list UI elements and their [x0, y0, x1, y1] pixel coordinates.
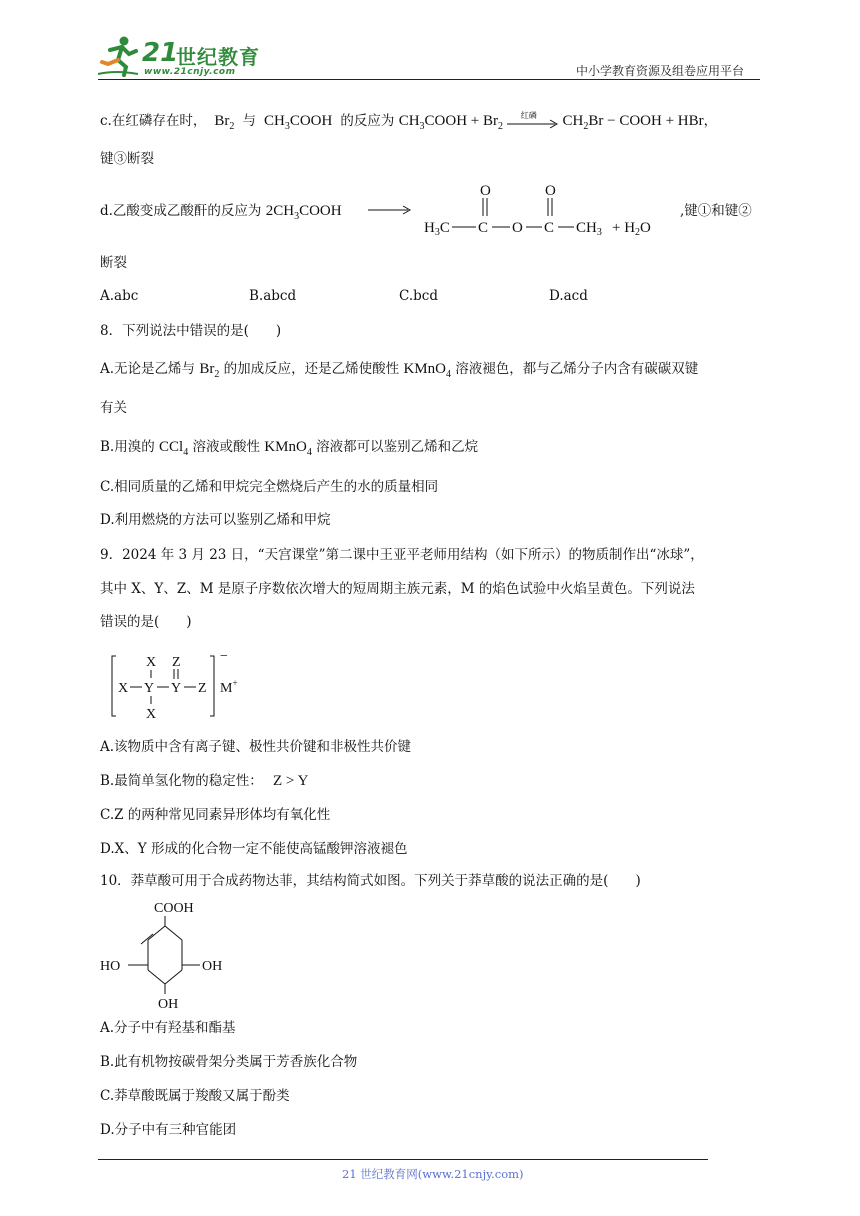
- svg-text:O: O: [480, 183, 491, 199]
- svg-text:HO: HO: [100, 959, 121, 974]
- formula-kmno4: KMnO$_4$: [403, 361, 451, 380]
- q9-b-formula: Z > Y: [273, 773, 309, 789]
- q9-stem-line3: 错误的是( ): [100, 614, 192, 630]
- header-divider: [98, 79, 760, 80]
- svg-text:CH3: $CH_3$: [576, 220, 602, 236]
- logo-url: www.21cnjy.com: [144, 67, 236, 77]
- q9-choice-d[interactable]: D.X、Y 形成的化合物一定不能使高锰酸钾溶液褪色: [100, 841, 408, 857]
- q9-b-part1: B.最简单氢化物的稳定性：: [100, 773, 263, 789]
- q7-option-c: [100, 112, 717, 130]
- q7-choice-a[interactable]: A.abc: [100, 288, 139, 304]
- svg-text:Y: Y: [144, 681, 155, 696]
- q9-choice-a[interactable]: A.该物质中含有离子键、极性共价键和非极性共价键: [100, 739, 412, 755]
- q7-choice-c[interactable]: C.bcd: [399, 288, 438, 304]
- q7-option-d: [100, 202, 342, 220]
- q10-choice-a[interactable]: A.分子中有羟基和酯基: [100, 1020, 236, 1036]
- logo-number: 21: [142, 38, 179, 68]
- formula-2ch3cooh: $2CH_3COOH$: [265, 203, 342, 222]
- svg-text:X: X: [146, 707, 157, 722]
- q7-choice-b[interactable]: B.abcd: [249, 288, 297, 304]
- svg-text:O: O: [545, 183, 556, 199]
- shikimic-acid-structure: [98, 896, 248, 1014]
- svg-text:C: C: [478, 220, 489, 236]
- q8-choice-c[interactable]: C.相同质量的乙烯和甲烷完全燃烧后产生的水的质量相同: [100, 479, 439, 495]
- long-arrow-icon: [368, 205, 412, 215]
- q8-choice-d[interactable]: D.利用燃烧的方法可以鉴别乙烯和甲烷: [100, 512, 331, 528]
- arrow-label: 红磷: [520, 110, 537, 120]
- footer-link[interactable]: 21 世纪教育网(www.21cnjy.com): [342, 1167, 524, 1181]
- svg-text:Z: Z: [172, 655, 181, 670]
- formula-br2: $Br_2$: [199, 361, 220, 380]
- q7-c-mid1: 与: [242, 113, 256, 129]
- ionic-structure-diagram: [108, 652, 258, 722]
- q10-stem: 10．莽草酸可用于合成药物达菲，其结构简式如图。下列关于莽草酸的说法正确的是( ): [100, 873, 641, 889]
- runner-logo-icon: [96, 34, 140, 78]
- platform-name: 中小学教育资源及组卷应用平台: [576, 64, 745, 78]
- q9-stem-line1: 9．2024 年 3 月 23 日，“天宫课堂”第二课中王亚平老师用结构（如下所示）的物质制作出“冰球”，: [100, 547, 704, 563]
- svg-text:+ H2O: + $H_2O$: [612, 220, 651, 236]
- svg-text:O: O: [512, 220, 523, 236]
- q8-a-part1: A.无论是乙烯与: [100, 361, 196, 377]
- q8-a-line2: 有关: [100, 400, 127, 416]
- q8-choice-b[interactable]: [100, 438, 478, 456]
- long-arrow-icon: [507, 117, 559, 131]
- svg-text:OH: OH: [202, 959, 223, 974]
- svg-text:Z: Z: [198, 681, 207, 696]
- svg-text:COOH: COOH: [154, 901, 194, 916]
- reaction-equation-c: $CH_3COOH + Br_2$ 红磷 $CH_2Br$ − COOH + HBr: [399, 113, 704, 129]
- q7-d-prefix: d.乙酸变成乙酸酐的反应为: [100, 203, 262, 219]
- svg-text:OH: OH: [158, 997, 179, 1012]
- q10-choice-c[interactable]: C.莽草酸既属于羧酸又属于酚类: [100, 1088, 290, 1104]
- formula-ccl4: CCl$_4$: [159, 439, 189, 458]
- svg-text:X: X: [118, 681, 129, 696]
- svg-text:Y: Y: [171, 681, 182, 696]
- q7-d-line2: 断裂: [100, 255, 127, 271]
- formula-br2: $Br_2$: [210, 113, 235, 132]
- q8-b-part1: B.用溴的: [100, 439, 155, 455]
- q9-choice-b[interactable]: [100, 772, 308, 790]
- formula-acetic-acid: $CH_3COOH$: [260, 113, 337, 132]
- acetic-anhydride-structure: [420, 180, 680, 236]
- reaction-arrow: [507, 110, 559, 129]
- q8-b-part2: 溶液或酸性: [192, 439, 260, 455]
- q8-choice-a[interactable]: [100, 360, 698, 378]
- svg-text:−: −: [220, 652, 228, 664]
- q10-choice-b[interactable]: B.此有机物按碳骨架分类属于芳香族化合物: [100, 1054, 358, 1070]
- logo-text: 世纪教育: [176, 45, 260, 69]
- q9-choice-c[interactable]: C.Z 的两种常见同素异形体均有氧化性: [100, 807, 331, 823]
- q7-choice-d[interactable]: D.acd: [549, 288, 588, 304]
- q10-choice-d[interactable]: D.分子中有三种官能团: [100, 1122, 237, 1138]
- footer-divider: [98, 1159, 708, 1160]
- q7-c-comma: ，: [703, 113, 718, 129]
- q7-c-line2: 键③断裂: [100, 151, 154, 167]
- formula-kmno4: KMnO$_4$: [264, 439, 312, 458]
- q8-a-part2: 的加成反应，还是乙烯使酸性: [223, 361, 400, 377]
- svg-text:X: X: [146, 655, 157, 670]
- q7-c-mid2: 的反应为: [340, 113, 395, 129]
- svg-text:C: C: [544, 220, 555, 236]
- q7-d-suffix: ,键①和键②: [680, 203, 752, 219]
- svg-text:H3C: $H_3C$: [424, 220, 450, 236]
- q7-c-prefix: c.在红磷存在时，: [100, 113, 207, 129]
- q8-stem: 8．下列说法中错误的是( ): [100, 323, 282, 339]
- site-logo[interactable]: [96, 34, 266, 80]
- q8-b-part3: 溶液都可以鉴别乙烯和乙烷: [316, 439, 479, 455]
- q8-a-part3: 溶液褪色，都与乙烯分子内含有碳碳双键: [455, 361, 699, 377]
- q9-stem-line2: 其中 X、Y、Z、M 是原子序数依次增大的短周期主族元素，M 的焰色试验中火焰呈黄色。下列说法: [100, 581, 695, 597]
- svg-text:M+: M+: [220, 678, 238, 696]
